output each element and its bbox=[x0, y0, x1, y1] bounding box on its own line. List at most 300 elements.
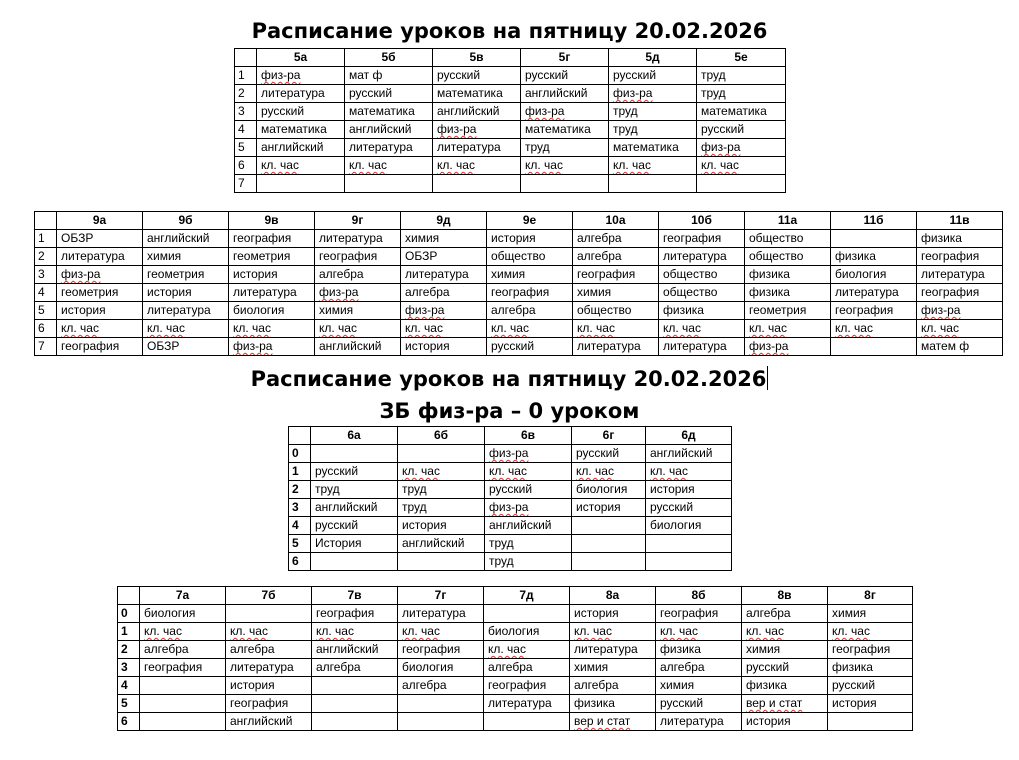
lesson-cell bbox=[257, 175, 345, 193]
class-header: 7б bbox=[226, 587, 312, 605]
lesson-cell bbox=[257, 103, 345, 121]
lesson-cell bbox=[697, 139, 786, 157]
lesson-cell bbox=[570, 605, 656, 623]
lesson-subject: литература bbox=[660, 714, 724, 728]
lesson-subject: кл. час bbox=[405, 321, 443, 335]
lesson-subject: история bbox=[832, 696, 877, 710]
lesson-cell bbox=[745, 248, 831, 266]
class-header: 8а bbox=[570, 587, 656, 605]
lesson-cell bbox=[609, 121, 697, 139]
lesson-cell bbox=[401, 248, 487, 266]
lesson-subject: география bbox=[663, 231, 722, 245]
lesson-subject: геометрия bbox=[147, 267, 205, 281]
lesson-cell bbox=[398, 713, 484, 731]
lesson-cell bbox=[659, 248, 745, 266]
page-subtitle: ЗБ физ-ра – 0 уроком bbox=[379, 399, 640, 423]
lesson-subject: труд bbox=[402, 500, 427, 514]
lesson-cell bbox=[312, 677, 398, 695]
lesson-cell bbox=[398, 481, 485, 499]
lesson-cell bbox=[609, 103, 697, 121]
lesson-cell bbox=[315, 266, 401, 284]
lesson-subject: литература bbox=[577, 339, 641, 353]
lesson-subject: алгебра bbox=[319, 267, 364, 281]
table-row bbox=[235, 85, 786, 103]
lesson-cell bbox=[656, 695, 742, 713]
lesson-cell bbox=[484, 605, 570, 623]
lesson-cell bbox=[485, 535, 572, 553]
lesson-cell bbox=[311, 517, 398, 535]
table-row bbox=[35, 248, 1003, 266]
table-row bbox=[118, 623, 913, 641]
lesson-subject: физика bbox=[574, 696, 615, 710]
lesson-cell bbox=[226, 659, 312, 677]
lesson-cell bbox=[917, 320, 1003, 338]
lesson-cell bbox=[57, 338, 143, 356]
class-header: 5д bbox=[609, 49, 697, 67]
lesson-subject: литература bbox=[437, 140, 501, 154]
header-row bbox=[235, 49, 786, 67]
lesson-cell bbox=[572, 499, 646, 517]
lesson-cell bbox=[485, 481, 572, 499]
table-row bbox=[289, 535, 732, 553]
lesson-subject: кл. час bbox=[701, 158, 739, 172]
lesson-cell bbox=[484, 659, 570, 677]
lesson-subject: физика bbox=[746, 678, 787, 692]
lesson-cell bbox=[646, 463, 732, 481]
lesson-subject: мат ф bbox=[349, 68, 383, 82]
lesson-subject: химия bbox=[405, 231, 440, 245]
lesson-cell bbox=[570, 713, 656, 731]
lesson-subject: алгебра bbox=[230, 642, 275, 656]
lesson-cell bbox=[742, 713, 828, 731]
class-header: 7д bbox=[484, 587, 570, 605]
lesson-cell bbox=[311, 481, 398, 499]
schedule-table-grade-5 bbox=[234, 48, 786, 193]
lesson-cell bbox=[917, 284, 1003, 302]
lesson-subject: алгебра bbox=[402, 678, 447, 692]
lesson-cell bbox=[226, 695, 312, 713]
lesson-subject: русский bbox=[315, 518, 359, 532]
lesson-cell bbox=[646, 553, 732, 571]
lesson-cell bbox=[484, 677, 570, 695]
lesson-cell bbox=[521, 103, 609, 121]
lesson-cell bbox=[609, 175, 697, 193]
lesson-cell bbox=[828, 677, 913, 695]
lesson-subject: алгебра bbox=[660, 660, 705, 674]
lesson-cell bbox=[229, 302, 315, 320]
table-row bbox=[289, 553, 732, 571]
lesson-subject: география bbox=[921, 285, 980, 299]
table-row bbox=[35, 338, 1003, 356]
lesson-cell bbox=[828, 659, 913, 677]
lesson-cell bbox=[311, 445, 398, 463]
lesson-subject: физ-ра bbox=[701, 140, 741, 154]
lesson-subject: физика bbox=[663, 303, 704, 317]
lesson-cell bbox=[570, 677, 656, 695]
lesson-cell bbox=[697, 67, 786, 85]
lesson-cell bbox=[485, 445, 572, 463]
lesson-cell bbox=[572, 535, 646, 553]
lesson-cell bbox=[401, 320, 487, 338]
lesson-subject: русский bbox=[525, 68, 569, 82]
lesson-subject: алгебра bbox=[488, 660, 533, 674]
lesson-cell bbox=[229, 338, 315, 356]
lesson-number: 2 bbox=[289, 481, 311, 499]
lesson-cell bbox=[140, 623, 226, 641]
lesson-subject: физ-ра bbox=[749, 339, 789, 353]
table-row bbox=[289, 445, 732, 463]
lesson-cell bbox=[646, 517, 732, 535]
lesson-cell bbox=[315, 320, 401, 338]
lesson-subject: биология bbox=[488, 624, 540, 638]
page-title-2-text: Расписание уроков на пятницу 20.02.2026 bbox=[250, 367, 767, 391]
table-row bbox=[235, 139, 786, 157]
lesson-cell bbox=[57, 266, 143, 284]
table-row bbox=[35, 284, 1003, 302]
lesson-subject: русский bbox=[701, 122, 745, 136]
lesson-subject: труд bbox=[613, 104, 638, 118]
lesson-cell bbox=[433, 67, 521, 85]
lesson-cell bbox=[398, 553, 485, 571]
lesson-cell bbox=[401, 338, 487, 356]
lesson-subject: геометрия bbox=[61, 285, 119, 299]
page-title-2 bbox=[0, 366, 1019, 392]
lesson-subject: алгебра bbox=[144, 642, 189, 656]
lesson-cell bbox=[656, 677, 742, 695]
lesson-subject: математика bbox=[349, 104, 415, 118]
lesson-cell bbox=[573, 302, 659, 320]
page-title-1: Расписание уроков на пятницу 20.02.2026 bbox=[251, 19, 768, 43]
table-row bbox=[289, 517, 732, 535]
lesson-subject: кл. час bbox=[489, 464, 527, 478]
lesson-cell bbox=[433, 157, 521, 175]
lesson-subject: физ-ра bbox=[261, 68, 301, 82]
lesson-cell bbox=[656, 713, 742, 731]
lesson-subject: английский bbox=[316, 642, 379, 656]
lesson-subject: русский bbox=[315, 464, 359, 478]
lesson-number: 4 bbox=[235, 121, 257, 139]
lesson-subject: литература bbox=[663, 249, 727, 263]
lesson-cell bbox=[345, 103, 433, 121]
lesson-cell bbox=[484, 623, 570, 641]
lesson-cell bbox=[398, 623, 484, 641]
corner-cell bbox=[235, 49, 257, 67]
table-row bbox=[235, 67, 786, 85]
lesson-cell bbox=[917, 230, 1003, 248]
lesson-number: 1 bbox=[235, 67, 257, 85]
lesson-subject: литература bbox=[319, 231, 383, 245]
lesson-cell bbox=[573, 230, 659, 248]
lesson-cell bbox=[697, 103, 786, 121]
lesson-subject: химия bbox=[832, 606, 867, 620]
lesson-cell bbox=[656, 605, 742, 623]
lesson-subject: кл. час bbox=[488, 642, 526, 656]
lesson-subject: русский bbox=[613, 68, 657, 82]
class-header: 10а bbox=[573, 212, 659, 230]
lesson-cell bbox=[401, 302, 487, 320]
lesson-cell bbox=[311, 499, 398, 517]
lesson-subject: кл. час bbox=[402, 624, 440, 638]
lesson-subject: кл. час bbox=[835, 321, 873, 335]
lesson-number: 2 bbox=[35, 248, 57, 266]
table-row bbox=[118, 659, 913, 677]
table-row bbox=[35, 320, 1003, 338]
lesson-cell bbox=[831, 230, 917, 248]
lesson-cell bbox=[572, 463, 646, 481]
lesson-subject: русский bbox=[437, 68, 481, 82]
lesson-cell bbox=[311, 553, 398, 571]
lesson-subject: русский bbox=[576, 446, 620, 460]
lesson-subject: кл. час bbox=[61, 321, 99, 335]
lesson-subject: математика bbox=[261, 122, 327, 136]
lesson-cell bbox=[140, 677, 226, 695]
lesson-number: 5 bbox=[235, 139, 257, 157]
lesson-subject: физ-ра bbox=[319, 285, 359, 299]
lesson-cell bbox=[659, 230, 745, 248]
lesson-subject: труд bbox=[701, 86, 726, 100]
lesson-cell bbox=[311, 535, 398, 553]
lesson-cell bbox=[345, 157, 433, 175]
table-row bbox=[235, 121, 786, 139]
lesson-cell bbox=[609, 139, 697, 157]
lesson-subject: биология bbox=[233, 303, 285, 317]
lesson-cell bbox=[143, 284, 229, 302]
lesson-cell bbox=[345, 175, 433, 193]
class-header: 7а bbox=[140, 587, 226, 605]
lesson-subject: общество bbox=[577, 303, 632, 317]
lesson-cell bbox=[57, 230, 143, 248]
lesson-number: 1 bbox=[289, 463, 311, 481]
lesson-subject: кл. час bbox=[402, 464, 440, 478]
lesson-cell bbox=[609, 67, 697, 85]
lesson-subject: английский bbox=[261, 140, 324, 154]
table-row bbox=[118, 695, 913, 713]
lesson-subject: кл. час bbox=[613, 158, 651, 172]
lesson-cell bbox=[697, 175, 786, 193]
lesson-subject: математика bbox=[701, 104, 767, 118]
lesson-cell bbox=[828, 605, 913, 623]
lesson-cell bbox=[487, 338, 573, 356]
lesson-subject: история bbox=[233, 267, 278, 281]
lesson-cell bbox=[229, 230, 315, 248]
lesson-subject: кл. час bbox=[319, 321, 357, 335]
lesson-subject: геометрия bbox=[233, 249, 291, 263]
class-header: 11б bbox=[831, 212, 917, 230]
lesson-cell bbox=[831, 302, 917, 320]
lesson-subject: кл. час bbox=[574, 624, 612, 638]
lesson-cell bbox=[487, 248, 573, 266]
lesson-subject: кл. час bbox=[437, 158, 475, 172]
lesson-subject: английский bbox=[319, 339, 382, 353]
lesson-subject: алгебра bbox=[405, 285, 450, 299]
lesson-cell bbox=[226, 623, 312, 641]
lesson-subject: химия bbox=[319, 303, 354, 317]
lesson-subject: физ-ра bbox=[489, 500, 529, 514]
lesson-number: 1 bbox=[35, 230, 57, 248]
lesson-cell bbox=[487, 284, 573, 302]
lesson-subject: кл. час bbox=[921, 321, 959, 335]
lesson-cell bbox=[917, 266, 1003, 284]
lesson-subject: физика bbox=[749, 285, 790, 299]
lesson-subject: русский bbox=[832, 678, 876, 692]
table-row bbox=[235, 157, 786, 175]
class-header: 7г bbox=[398, 587, 484, 605]
lesson-cell bbox=[433, 85, 521, 103]
class-header: 11а bbox=[745, 212, 831, 230]
lesson-subject: история bbox=[230, 678, 275, 692]
lesson-subject: история bbox=[746, 714, 791, 728]
lesson-subject: химия bbox=[574, 660, 609, 674]
lesson-subject: английский bbox=[489, 518, 552, 532]
lesson-cell bbox=[229, 248, 315, 266]
lesson-subject: английский bbox=[650, 446, 713, 460]
lesson-number: 6 bbox=[118, 713, 140, 731]
lesson-cell bbox=[229, 266, 315, 284]
lesson-cell bbox=[572, 517, 646, 535]
lesson-subject: география bbox=[319, 249, 378, 263]
lesson-subject: география bbox=[577, 267, 636, 281]
lesson-subject: математика bbox=[613, 140, 679, 154]
lesson-cell bbox=[226, 713, 312, 731]
lesson-cell bbox=[143, 248, 229, 266]
lesson-subject: физ-ра bbox=[613, 86, 653, 100]
class-header: 10б bbox=[659, 212, 745, 230]
corner-cell bbox=[118, 587, 140, 605]
class-header: 9в bbox=[229, 212, 315, 230]
lesson-cell bbox=[646, 481, 732, 499]
lesson-cell bbox=[570, 641, 656, 659]
table-row bbox=[289, 463, 732, 481]
lesson-cell bbox=[229, 320, 315, 338]
schedule-table-grade-6 bbox=[288, 426, 732, 571]
lesson-cell bbox=[745, 320, 831, 338]
lesson-cell bbox=[487, 230, 573, 248]
table-row bbox=[35, 230, 1003, 248]
table-row bbox=[289, 481, 732, 499]
lesson-cell bbox=[57, 302, 143, 320]
lesson-cell bbox=[484, 641, 570, 659]
lesson-cell bbox=[312, 623, 398, 641]
lesson-subject: кл. час bbox=[832, 624, 870, 638]
lesson-cell bbox=[398, 535, 485, 553]
lesson-cell bbox=[831, 284, 917, 302]
lesson-subject: общество bbox=[663, 267, 718, 281]
lesson-subject: математика bbox=[525, 122, 591, 136]
lesson-subject: английский bbox=[230, 714, 293, 728]
lesson-subject: литература bbox=[574, 642, 638, 656]
lesson-subject: алгебра bbox=[577, 249, 622, 263]
lesson-cell bbox=[697, 157, 786, 175]
lesson-cell bbox=[659, 284, 745, 302]
lesson-cell bbox=[57, 284, 143, 302]
lesson-number: 3 bbox=[35, 266, 57, 284]
lesson-subject: кл. час bbox=[650, 464, 688, 478]
table-row bbox=[35, 302, 1003, 320]
lesson-subject: биология bbox=[835, 267, 887, 281]
lesson-subject: история bbox=[650, 482, 695, 496]
class-header: 8в bbox=[742, 587, 828, 605]
lesson-subject: география bbox=[491, 285, 550, 299]
lesson-cell bbox=[257, 67, 345, 85]
lesson-subject: русский bbox=[261, 104, 305, 118]
lesson-subject: химия bbox=[491, 267, 526, 281]
lesson-cell bbox=[742, 623, 828, 641]
lesson-subject: общество bbox=[749, 249, 804, 263]
lesson-number: 6 bbox=[35, 320, 57, 338]
lesson-subject: алгебра bbox=[316, 660, 361, 674]
lesson-subject: физ-ра bbox=[525, 104, 565, 118]
lesson-cell bbox=[828, 695, 913, 713]
lesson-subject: кл. час bbox=[316, 624, 354, 638]
lesson-cell bbox=[315, 338, 401, 356]
lesson-subject: литература bbox=[402, 606, 466, 620]
lesson-subject: история bbox=[61, 303, 106, 317]
lesson-subject: английский bbox=[402, 536, 465, 550]
lesson-number: 5 bbox=[289, 535, 311, 553]
lesson-cell bbox=[143, 230, 229, 248]
lesson-cell bbox=[487, 266, 573, 284]
lesson-subject: физ-ра bbox=[61, 267, 101, 281]
lesson-cell bbox=[485, 517, 572, 535]
lesson-subject: труд bbox=[489, 536, 514, 550]
lesson-cell bbox=[229, 284, 315, 302]
lesson-cell bbox=[831, 266, 917, 284]
lesson-cell bbox=[659, 302, 745, 320]
lesson-cell bbox=[745, 266, 831, 284]
lesson-cell bbox=[917, 338, 1003, 356]
lesson-cell bbox=[656, 623, 742, 641]
table-row bbox=[35, 266, 1003, 284]
lesson-cell bbox=[609, 85, 697, 103]
lesson-subject: география bbox=[921, 249, 980, 263]
lesson-subject: химия bbox=[746, 642, 781, 656]
corner-cell bbox=[35, 212, 57, 230]
lesson-cell bbox=[487, 302, 573, 320]
lesson-cell bbox=[312, 659, 398, 677]
class-header: 9г bbox=[315, 212, 401, 230]
lesson-number: 6 bbox=[235, 157, 257, 175]
lesson-subject: химия bbox=[577, 285, 612, 299]
lesson-cell bbox=[315, 284, 401, 302]
lesson-cell bbox=[345, 139, 433, 157]
lesson-cell bbox=[345, 121, 433, 139]
lesson-subject: кл. час bbox=[749, 321, 787, 335]
lesson-cell bbox=[312, 641, 398, 659]
lesson-cell bbox=[398, 445, 485, 463]
lesson-subject: география bbox=[832, 642, 891, 656]
lesson-cell bbox=[257, 85, 345, 103]
lesson-number: 6 bbox=[289, 553, 311, 571]
lesson-subject: алгебра bbox=[574, 678, 619, 692]
lesson-subject: общество bbox=[491, 249, 546, 263]
lesson-cell bbox=[917, 302, 1003, 320]
lesson-cell bbox=[656, 659, 742, 677]
class-header: 6г bbox=[572, 427, 646, 445]
lesson-cell bbox=[521, 121, 609, 139]
lesson-subject: ОБЗР bbox=[405, 249, 438, 263]
header-row bbox=[289, 427, 732, 445]
lesson-subject: русский bbox=[491, 339, 535, 353]
lesson-cell bbox=[401, 284, 487, 302]
lesson-subject: русский bbox=[349, 86, 393, 100]
lesson-subject: труд bbox=[315, 482, 340, 496]
lesson-cell bbox=[570, 659, 656, 677]
lesson-number: 0 bbox=[289, 445, 311, 463]
lesson-cell bbox=[573, 248, 659, 266]
lesson-cell bbox=[742, 605, 828, 623]
lesson-number: 4 bbox=[289, 517, 311, 535]
lesson-subject: вер и стат bbox=[574, 714, 631, 728]
